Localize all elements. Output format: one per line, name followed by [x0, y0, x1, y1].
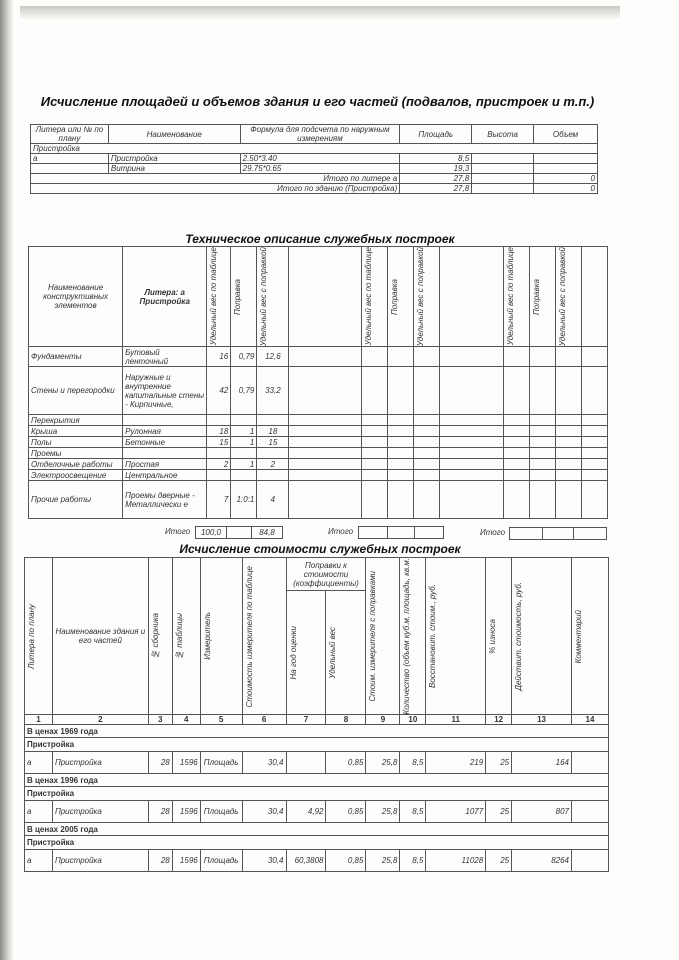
- areas-row-formula: 2.50*3.40: [240, 154, 400, 164]
- cost-num: 13: [512, 715, 572, 725]
- tech-row: [29, 448, 608, 459]
- tech-h-w1: Удельный вес по таблице: [363, 247, 373, 346]
- cost-row-rest: 219: [426, 752, 486, 774]
- cost-row: [25, 752, 609, 774]
- tech-row-name: Фундаменты: [29, 347, 123, 367]
- tech-row: [29, 367, 608, 415]
- tech-row-name: Проемы: [29, 448, 123, 459]
- tech-row-name: Стены и перегородки: [29, 367, 123, 415]
- cost-section: Пристройка: [25, 836, 609, 850]
- tech-row-wc: 4: [257, 481, 289, 519]
- cost-row-cost2: 25,8: [366, 850, 400, 872]
- cost-h-cost: Стоимость измерителя по таблице: [244, 565, 254, 707]
- cost-row-cost: 30,4: [242, 752, 286, 774]
- cost-row-sb: 28: [148, 801, 172, 823]
- cost-row-act: 8264: [512, 850, 572, 872]
- tech-row-k: [231, 448, 257, 459]
- tech-row-desc: Наружные и внутренние капитальные стены - Кирпичные,: [123, 367, 207, 415]
- cost-h-sb: № сборника: [150, 613, 160, 660]
- areas-total-bld-volume: 0: [534, 184, 598, 194]
- tech-row-desc: Бутовый ленточный: [123, 347, 207, 367]
- tech-row-k: 1: [231, 426, 257, 437]
- areas-title: Исчисление площадей и объемов здания и его частей (подвалов, пристроек и т.п.): [40, 94, 595, 109]
- areas-row-name: Витрина: [108, 164, 240, 174]
- tech-row-desc: [123, 415, 207, 426]
- tech-row-desc: Центральное: [123, 470, 207, 481]
- tech-row-w: 16: [207, 347, 231, 367]
- cost-row-year: 4,92: [286, 801, 326, 823]
- cost-row-tb: 1596: [172, 752, 200, 774]
- cost-num: 10: [400, 715, 426, 725]
- areas-h-lit: Литера или № по плану: [31, 125, 109, 144]
- tech-row-k: [231, 470, 257, 481]
- cost-num: 4: [172, 715, 200, 725]
- cost-row-rest: 11028: [426, 850, 486, 872]
- tech-row-wc: [257, 415, 289, 426]
- areas-row-area: 8,5: [400, 154, 472, 164]
- cost-num: 5: [200, 715, 242, 725]
- cost-row-rest: 1077: [426, 801, 486, 823]
- cost-num: 11: [426, 715, 486, 725]
- tech-row-name: Крыша: [29, 426, 123, 437]
- tech-row: [29, 426, 608, 437]
- areas-h-volume: Объем: [534, 125, 598, 144]
- tech-row-wc: 2: [257, 459, 289, 470]
- cost-row-meas: Площадь: [200, 850, 242, 872]
- tech-row: [29, 481, 608, 519]
- tech-h-w1: Удельный вес по таблице: [209, 247, 219, 346]
- tech-h-w1: Удельный вес по таблице: [505, 247, 515, 346]
- tech-row-wc: 18: [257, 426, 289, 437]
- tech-table: [28, 246, 608, 519]
- tech-row-name: Перекрытия: [29, 415, 123, 426]
- cost-num: 8: [326, 715, 366, 725]
- areas-h-height: Высота: [472, 125, 534, 144]
- cost-row: [25, 801, 609, 823]
- cost-row-year: 60,3808: [286, 850, 326, 872]
- cost-num: 9: [366, 715, 400, 725]
- cost-section: Пристройка: [25, 738, 609, 752]
- cost-h-rest: Восстановит. стоим., руб.: [428, 584, 438, 689]
- cost-row-wear: 25: [486, 850, 512, 872]
- cost-row-year: [286, 752, 326, 774]
- tech-row-k: 0,79: [231, 367, 257, 415]
- areas-total-bld-area: 27,8: [400, 184, 472, 194]
- cost-row-meas: Площадь: [200, 752, 242, 774]
- tech-row-name: Отделочные работы: [29, 459, 123, 470]
- cost-row-w: 0,85: [326, 801, 366, 823]
- areas-h-area: Площадь: [400, 125, 472, 144]
- tech-row-name: Полы: [29, 437, 123, 448]
- cost-row-qty: 8,5: [400, 752, 426, 774]
- scan-top-edge: [20, 6, 620, 20]
- cost-period: В ценах 1996 года: [25, 774, 609, 787]
- cost-num: 14: [571, 715, 608, 725]
- cost-h-cost2: Стоим. измерителя с поправками: [368, 570, 378, 702]
- tech-row-desc: Рулонная: [123, 426, 207, 437]
- cost-row-wear: 25: [486, 801, 512, 823]
- scan-left-edge: [0, 0, 14, 960]
- cost-num: 3: [148, 715, 172, 725]
- areas-row-formula: 29.75*0.65: [240, 164, 400, 174]
- cost-row-cost2: 25,8: [366, 752, 400, 774]
- tech-row: [29, 459, 608, 470]
- tech-row-name: Прочие работы: [29, 481, 123, 519]
- cost-h-w: Удельный вес: [328, 627, 338, 679]
- tech-row-desc: [123, 448, 207, 459]
- cost-h-wear: % износа: [488, 618, 498, 654]
- tech-itogo-wc: 84,8: [251, 526, 283, 539]
- cost-row-sb: 28: [148, 850, 172, 872]
- tech-row-w: 42: [207, 367, 231, 415]
- cost-row-act: 164: [512, 752, 572, 774]
- cost-row-name: Пристройка: [52, 850, 148, 872]
- tech-itogo-w: 100,0: [195, 526, 227, 539]
- cost-row-sb: 28: [148, 752, 172, 774]
- tech-itogo2-label: Итого: [328, 527, 354, 536]
- tech-row-desc: Проемы дверные - Металлически е: [123, 481, 207, 519]
- cost-h-meas: Измеритель: [202, 612, 212, 661]
- areas-h-formula: Формула для подсчета по наружным измерениям: [240, 125, 400, 144]
- cost-row-act: 807: [512, 801, 572, 823]
- tech-row: [29, 470, 608, 481]
- areas-section: Пристройка: [31, 144, 598, 154]
- cost-table: [24, 557, 609, 872]
- tech-h-name: Наименование конструктивных элементов: [29, 247, 123, 347]
- tech-row-desc: Простая: [123, 459, 207, 470]
- cost-row-meas: Площадь: [200, 801, 242, 823]
- cost-row: [25, 850, 609, 872]
- tech-row-wc: [257, 470, 289, 481]
- cost-num: 2: [52, 715, 148, 725]
- tech-title: Техническое описание служебных построек: [185, 232, 455, 246]
- tech-row-w: 18: [207, 426, 231, 437]
- tech-row-wc: 33,2: [257, 367, 289, 415]
- cost-h-tb: № таблицы: [174, 613, 184, 660]
- tech-h-corr: Поправка: [531, 278, 541, 315]
- tech-row-w: [207, 415, 231, 426]
- tech-row-w: [207, 448, 231, 459]
- areas-table: [30, 124, 598, 194]
- cost-h-act: Действит. стоимость, руб.: [514, 581, 524, 691]
- cost-row-lit: а: [25, 801, 53, 823]
- tech-h-w2: Удельный вес с поправкой: [557, 247, 567, 347]
- tech-row-w: 7: [207, 481, 231, 519]
- cost-row-w: 0,85: [326, 850, 366, 872]
- cost-num: 1: [25, 715, 53, 725]
- tech-row: [29, 437, 608, 448]
- tech-h-lit: Литера: а Пристройка: [123, 247, 207, 347]
- areas-row-lit: а: [31, 154, 109, 164]
- areas-total-lit-label: Итого по литере а: [31, 174, 400, 184]
- cost-row-name: Пристройка: [52, 752, 148, 774]
- cost-row-lit: а: [25, 752, 53, 774]
- cost-num: 7: [286, 715, 326, 725]
- tech-h-corr: Поправка: [389, 278, 399, 315]
- cost-row-tb: 1596: [172, 801, 200, 823]
- cost-row-cost: 30,4: [242, 850, 286, 872]
- cost-section: Пристройка: [25, 787, 609, 801]
- cost-row-cost: 30,4: [242, 801, 286, 823]
- tech-row-wc: 12,6: [257, 347, 289, 367]
- areas-total-lit-area: 27,8: [400, 174, 472, 184]
- areas-row-area: 19,3: [400, 164, 472, 174]
- tech-row: [29, 415, 608, 426]
- cost-period: В ценах 1969 года: [25, 725, 609, 738]
- cost-row-qty: 8,5: [400, 801, 426, 823]
- tech-h-w2: Удельный вес с поправкой: [415, 247, 425, 347]
- cost-num: 12: [486, 715, 512, 725]
- tech-row-k: 1: [231, 459, 257, 470]
- cost-h-year: На год оценки: [288, 626, 298, 680]
- tech-row-k: [231, 415, 257, 426]
- cost-h-qty: Количество (объем куб.м, площадь, кв.м.: [402, 558, 412, 715]
- cost-row-qty: 8,5: [400, 850, 426, 872]
- cost-period: В ценах 2005 года: [25, 823, 609, 836]
- tech-h-corr: Поправка: [233, 278, 243, 315]
- tech-row-w: [207, 470, 231, 481]
- cost-row-lit: а: [25, 850, 53, 872]
- areas-h-name: Наименование: [108, 125, 240, 144]
- cost-row-cost2: 25,8: [366, 801, 400, 823]
- cost-h-comm: Комментарий: [573, 609, 583, 663]
- cost-row-tb: 1596: [172, 850, 200, 872]
- cost-title: Исчисление стоимости служебных построек: [179, 542, 461, 556]
- cost-row-name: Пристройка: [52, 801, 148, 823]
- tech-row-w: 15: [207, 437, 231, 448]
- tech-row-k: 0,79: [231, 347, 257, 367]
- tech-h-w2: Удельный вес с поправкой: [259, 247, 269, 347]
- tech-row-k: 1: [231, 437, 257, 448]
- cost-row-w: 0,85: [326, 752, 366, 774]
- cost-num: 6: [242, 715, 286, 725]
- cost-h-corr-group: Поправки к стоимости (коэффициенты): [286, 558, 366, 591]
- areas-total-lit-volume: 0: [534, 174, 598, 184]
- tech-row-wc: 15: [257, 437, 289, 448]
- cost-h-lit: Литера по плану: [27, 603, 36, 669]
- cost-row-wear: 25: [486, 752, 512, 774]
- tech-row-name: Электроосвещение: [29, 470, 123, 481]
- tech-row-k: 1:0:1: [231, 481, 257, 519]
- cost-h-name: Наименование здания и его частей: [52, 558, 148, 715]
- tech-row: [29, 347, 608, 367]
- areas-row-lit: [31, 164, 109, 174]
- tech-row-wc: [257, 448, 289, 459]
- tech-itogo-label: Итого: [165, 527, 191, 536]
- areas-row-name: Пристройка: [108, 154, 240, 164]
- tech-row-desc: Бетонные: [123, 437, 207, 448]
- tech-itogo3-label: Итого: [480, 528, 506, 537]
- areas-total-bld-label: Итого по зданию (Пристройка): [31, 184, 400, 194]
- tech-row-w: 2: [207, 459, 231, 470]
